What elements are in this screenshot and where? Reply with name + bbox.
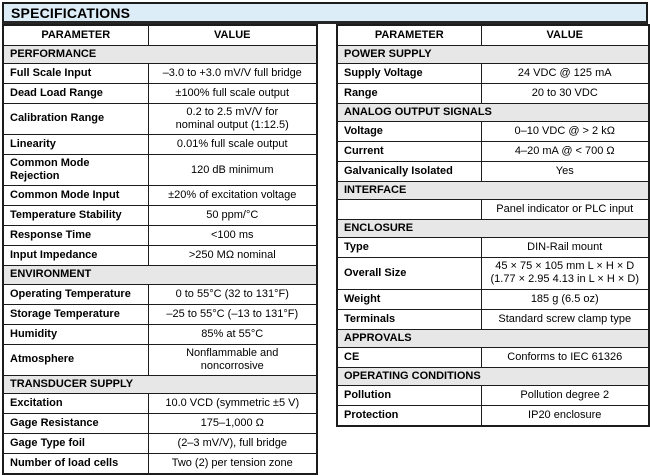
section-header-row <box>337 103 649 121</box>
value-cell: IP20 enclosure <box>481 406 649 426</box>
value-cell: 20 to 30 VDC <box>481 83 649 103</box>
value-cell: –25 to 55°C (–13 to 131°F) <box>148 304 317 324</box>
param-cell: Number of load cells <box>3 454 148 474</box>
value-cell: 185 g (6.5 oz) <box>481 289 649 309</box>
value-cell: >250 MΩ nominal <box>148 246 317 266</box>
table-row <box>3 394 317 414</box>
table-row <box>337 347 649 367</box>
table-row <box>337 309 649 329</box>
param-cell: Pollution <box>337 386 481 406</box>
column-header-row <box>3 25 317 45</box>
section-header-row <box>337 181 649 199</box>
table-row <box>3 63 317 83</box>
table-row <box>337 386 649 406</box>
value-cell: Standard screw clamp type <box>481 309 649 329</box>
table-row <box>3 344 317 375</box>
table-row <box>3 246 317 266</box>
section-label: POWER SUPPLY <box>337 45 649 63</box>
value-cell: 0.01% full scale output <box>148 135 317 155</box>
table-row <box>337 238 649 258</box>
value-cell: Two (2) per tension zone <box>148 454 317 474</box>
value-cell: 175–1,000 Ω <box>148 414 317 434</box>
column-header-row <box>337 25 649 45</box>
value-cell: <100 ms <box>148 226 317 246</box>
table-row <box>337 141 649 161</box>
param-cell: Weight <box>337 289 481 309</box>
param-cell <box>337 200 481 220</box>
param-cell: Gage Resistance <box>3 414 148 434</box>
param-cell: Excitation <box>3 394 148 414</box>
param-cell: Atmosphere <box>3 344 148 375</box>
table-row <box>3 226 317 246</box>
value-cell: 4–20 mA @ < 700 Ω <box>481 141 649 161</box>
section-label: ENCLOSURE <box>337 220 649 238</box>
value-cell: 50 ppm/°C <box>148 206 317 226</box>
param-cell: Humidity <box>3 324 148 344</box>
value-column-header: VALUE <box>148 25 317 45</box>
value-cell: 24 VDC @ 125 mA <box>481 63 649 83</box>
parameter-column-header: PARAMETER <box>3 25 148 45</box>
section-label: INTERFACE <box>337 181 649 199</box>
table-row <box>337 63 649 83</box>
section-header-row <box>3 45 317 63</box>
section-header-row <box>337 367 649 385</box>
section-header-row <box>337 329 649 347</box>
param-cell: Protection <box>337 406 481 426</box>
param-cell: Common Mode Rejection <box>3 155 148 186</box>
value-cell: ±20% of excitation voltage <box>148 186 317 206</box>
section-label: APPROVALS <box>337 329 649 347</box>
param-cell: Storage Temperature <box>3 304 148 324</box>
page-title: SPECIFICATIONS <box>11 4 131 21</box>
table-row <box>3 304 317 324</box>
value-cell: Panel indicator or PLC input <box>481 200 649 220</box>
value-cell: Yes <box>481 161 649 181</box>
table-row <box>337 289 649 309</box>
table-row <box>337 258 649 289</box>
param-cell: Full Scale Input <box>3 63 148 83</box>
table-row <box>337 161 649 181</box>
table-row <box>3 454 317 474</box>
value-cell: (2–3 mV/V), full bridge <box>148 434 317 454</box>
value-cell: Conforms to IEC 61326 <box>481 347 649 367</box>
value-cell: Pollution degree 2 <box>481 386 649 406</box>
table-row <box>3 186 317 206</box>
left-spec-table <box>2 24 318 475</box>
param-cell: Temperature Stability <box>3 206 148 226</box>
value-cell: 120 dB minimum <box>148 155 317 186</box>
specifications-title-bar <box>2 2 648 24</box>
value-column-header: VALUE <box>481 25 649 45</box>
table-row <box>3 206 317 226</box>
param-cell: Response Time <box>3 226 148 246</box>
table-row <box>3 135 317 155</box>
table-row <box>3 155 317 186</box>
value-cell: 0 to 55°C (32 to 131°F) <box>148 284 317 304</box>
table-row <box>337 83 649 103</box>
value-cell: –3.0 to +3.0 mV/V full bridge <box>148 63 317 83</box>
table-row <box>337 121 649 141</box>
table-row <box>3 414 317 434</box>
value-cell: ±100% full scale output <box>148 83 317 103</box>
section-label: TRANSDUCER SUPPLY <box>3 376 317 394</box>
param-cell: Linearity <box>3 135 148 155</box>
param-cell: Dead Load Range <box>3 83 148 103</box>
param-cell: Voltage <box>337 121 481 141</box>
section-label: ENVIRONMENT <box>3 266 317 284</box>
table-row <box>3 284 317 304</box>
section-header-row <box>3 376 317 394</box>
value-cell: 10.0 VCD (symmetric ±5 V) <box>148 394 317 414</box>
param-cell: Supply Voltage <box>337 63 481 83</box>
section-header-row <box>337 45 649 63</box>
value-cell: DIN-Rail mount <box>481 238 649 258</box>
param-cell: Calibration Range <box>3 103 148 134</box>
value-cell: 45 × 75 × 105 mm L × H × D (1.77 × 2.95 4.13 in L × H × D) <box>481 258 649 289</box>
param-cell: Terminals <box>337 309 481 329</box>
param-cell: Galvanically Isolated <box>337 161 481 181</box>
value-cell: 0.2 to 2.5 mV/V for nominal output (1:12.5) <box>148 103 317 134</box>
section-header-row <box>337 220 649 238</box>
section-header-row <box>3 266 317 284</box>
value-cell: 0–10 VDC @ > 2 kΩ <box>481 121 649 141</box>
value-cell: Nonflammable and noncorrosive <box>148 344 317 375</box>
param-cell: CE <box>337 347 481 367</box>
value-cell: 85% at 55°C <box>148 324 317 344</box>
param-cell: Overall Size <box>337 258 481 289</box>
table-row <box>337 200 649 220</box>
param-cell: Current <box>337 141 481 161</box>
param-cell: Input Impedance <box>3 246 148 266</box>
param-cell: Operating Temperature <box>3 284 148 304</box>
section-label: PERFORMANCE <box>3 45 317 63</box>
param-cell: Type <box>337 238 481 258</box>
right-spec-table <box>336 24 650 427</box>
table-row <box>337 406 649 426</box>
param-cell: Common Mode Input <box>3 186 148 206</box>
table-row <box>3 103 317 134</box>
section-label: OPERATING CONDITIONS <box>337 367 649 385</box>
param-cell: Range <box>337 83 481 103</box>
param-cell: Gage Type foil <box>3 434 148 454</box>
table-row <box>3 83 317 103</box>
parameter-column-header: PARAMETER <box>337 25 481 45</box>
table-row <box>3 324 317 344</box>
section-label: ANALOG OUTPUT SIGNALS <box>337 103 649 121</box>
